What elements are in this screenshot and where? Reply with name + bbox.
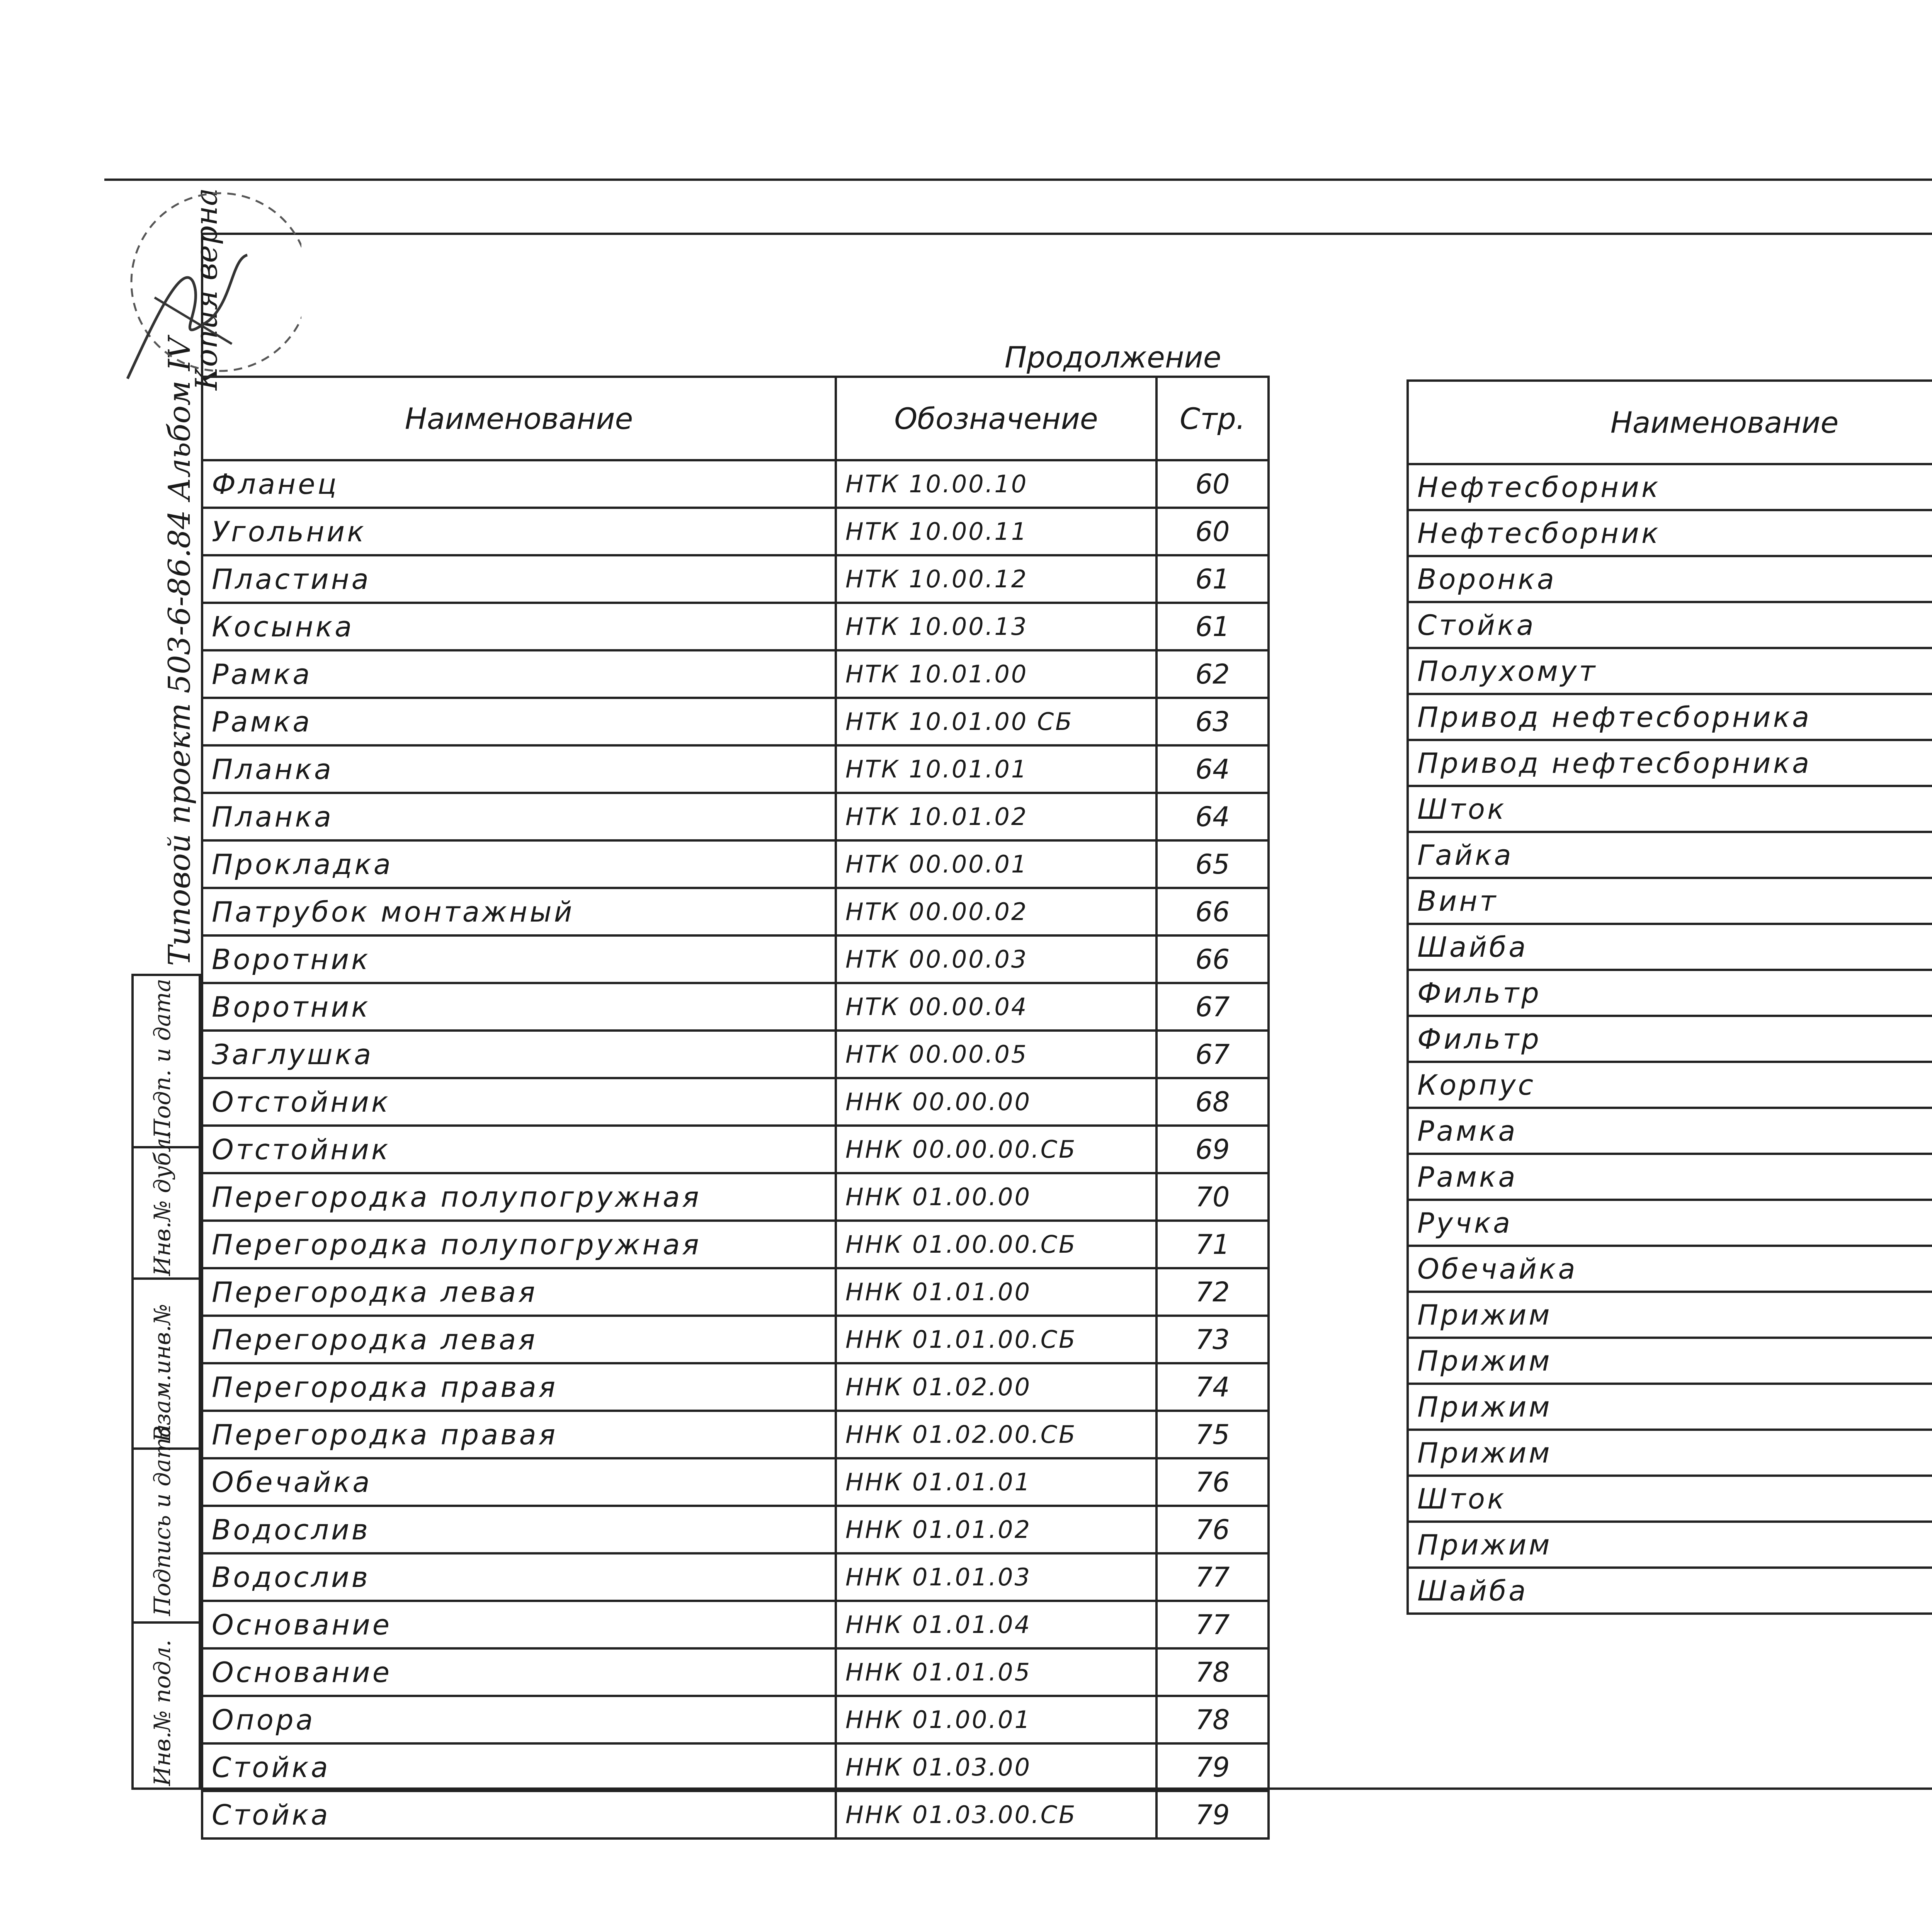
left-item-designation: НТК 10.00.11: [836, 508, 1156, 555]
left-row: [202, 1316, 1269, 1363]
right-spec-table: [1406, 379, 1932, 1615]
right-row: [1408, 1292, 1932, 1338]
left-row: [202, 1078, 1269, 1126]
left-item-page: 66: [1156, 888, 1269, 935]
right-item-name: Привод нефтесборника: [1408, 694, 1932, 740]
left-item-designation: НТК 10.00.10: [836, 460, 1156, 508]
left-row: [202, 555, 1269, 603]
left-item-designation: ННК 01.01.02: [836, 1506, 1156, 1553]
left-row: [202, 983, 1269, 1031]
left-item-name: Планка: [202, 745, 836, 793]
left-item-page: 61: [1156, 603, 1269, 650]
left-row: [202, 1363, 1269, 1411]
left-header-page: Стр.: [1156, 377, 1269, 460]
left-item-page: 72: [1156, 1268, 1269, 1316]
right-item-name: Ручка: [1408, 1200, 1932, 1246]
left-item-designation: ННК 01.01.01: [836, 1458, 1156, 1506]
right-row: [1408, 1338, 1932, 1384]
right-item-name: Шайба: [1408, 924, 1932, 970]
left-row: [202, 1743, 1269, 1791]
left-item-name: Патрубок монтажный: [202, 888, 836, 935]
right-item-name: Рамка: [1408, 1154, 1932, 1200]
left-item-name: Опора: [202, 1696, 836, 1743]
left-item-name: Планка: [202, 793, 836, 840]
left-row: [202, 1126, 1269, 1173]
left-item-designation: ННК 01.03.00: [836, 1743, 1156, 1791]
side-cell-signature-date-label: Подпись и дата: [149, 1424, 175, 1616]
left-table-body: [202, 460, 1269, 1838]
left-item-page: 66: [1156, 935, 1269, 983]
right-table-body: [1408, 464, 1932, 1614]
side-copy-text: Копия верна: [189, 188, 224, 390]
left-item-designation: НТК 00.00.02: [836, 888, 1156, 935]
right-row: [1408, 694, 1932, 740]
left-row: [202, 508, 1269, 555]
right-item-name: Нефтесборник: [1408, 510, 1932, 556]
left-item-name: Обечайка: [202, 1458, 836, 1506]
right-item-name: Корпус: [1408, 1062, 1932, 1108]
right-item-name: Полухомут: [1408, 648, 1932, 694]
right-item-name: Прижим: [1408, 1384, 1932, 1430]
right-row: [1408, 878, 1932, 924]
left-row: [202, 1648, 1269, 1696]
side-cell-replaced-inv: [134, 1277, 199, 1447]
side-cell-sign-date-label: Подп. и дата: [149, 978, 175, 1138]
right-row: [1408, 786, 1932, 832]
left-item-designation: НТК 10.01.00 СБ: [836, 698, 1156, 745]
right-row: [1408, 1108, 1932, 1154]
left-item-name: Основание: [202, 1601, 836, 1648]
right-row: [1408, 464, 1932, 510]
left-item-name: Водослив: [202, 1506, 836, 1553]
left-item-name: Рамка: [202, 650, 836, 698]
left-item-name: Перегородка полупогружная: [202, 1221, 836, 1268]
left-item-name: Рамка: [202, 698, 836, 745]
left-row: [202, 840, 1269, 888]
left-item-name: Основание: [202, 1648, 836, 1696]
right-row: [1408, 1154, 1932, 1200]
left-item-page: 64: [1156, 745, 1269, 793]
continuation-label: Продолжение: [1005, 340, 1221, 374]
left-item-designation: ННК 01.00.00.СБ: [836, 1221, 1156, 1268]
left-item-designation: НТК 00.00.05: [836, 1031, 1156, 1078]
right-row: [1408, 1384, 1932, 1430]
side-cell-signature-date: [134, 1424, 199, 1621]
right-item-name: Шток: [1408, 1476, 1932, 1522]
right-item-name: Прижим: [1408, 1338, 1932, 1384]
left-item-designation: НТК 10.01.01: [836, 745, 1156, 793]
left-row: [202, 1696, 1269, 1743]
left-row: [202, 1553, 1269, 1601]
left-item-name: Стойка: [202, 1743, 836, 1791]
right-item-name: Рамка: [1408, 1108, 1932, 1154]
left-item-page: 61: [1156, 555, 1269, 603]
left-item-name: Перегородка левая: [202, 1316, 836, 1363]
right-row: [1408, 1200, 1932, 1246]
left-item-page: 67: [1156, 983, 1269, 1031]
right-item-name: Гайка: [1408, 832, 1932, 878]
side-cell-original-inv-label: Инв.№ подл.: [149, 1639, 175, 1786]
inner-top-frame-line: [201, 233, 1932, 235]
left-item-name: Угольник: [202, 508, 836, 555]
signature-mark: [93, 182, 301, 398]
left-row: [202, 1031, 1269, 1078]
left-row: [202, 1268, 1269, 1316]
side-cell-sign-date: [134, 976, 199, 1146]
left-item-page: 76: [1156, 1506, 1269, 1553]
right-item-name: Нефтесборник: [1408, 464, 1932, 510]
left-item-designation: ННК 00.00.00: [836, 1078, 1156, 1126]
right-row: [1408, 1522, 1932, 1568]
left-item-name: Перегородка правая: [202, 1411, 836, 1458]
right-item-name: Стойка: [1408, 602, 1932, 648]
left-row: [202, 698, 1269, 745]
left-item-name: Перегородка полупогружная: [202, 1173, 836, 1221]
left-item-page: 62: [1156, 650, 1269, 698]
left-row: [202, 1791, 1269, 1838]
side-cell-original-inv: [134, 1621, 199, 1792]
left-item-name: Перегородка правая: [202, 1363, 836, 1411]
left-item-page: 77: [1156, 1601, 1269, 1648]
right-item-name: Шток: [1408, 786, 1932, 832]
left-row: [202, 650, 1269, 698]
left-item-name: Заглушка: [202, 1031, 836, 1078]
left-item-designation: ННК 01.01.04: [836, 1601, 1156, 1648]
left-item-designation: НТК 10.01.02: [836, 793, 1156, 840]
left-item-name: Фланец: [202, 460, 836, 508]
side-cell-duplicate-inv: [134, 1131, 199, 1277]
left-item-page: 74: [1156, 1363, 1269, 1411]
left-item-page: 79: [1156, 1791, 1269, 1838]
left-item-name: Воротник: [202, 983, 836, 1031]
left-row: [202, 745, 1269, 793]
left-item-page: 64: [1156, 793, 1269, 840]
right-row: [1408, 832, 1932, 878]
left-item-designation: ННК 01.02.00: [836, 1363, 1156, 1411]
side-project-text: Типовой проект 503-6-86.84 Альбом IV: [162, 337, 197, 966]
left-item-designation: ННК 00.00.00.СБ: [836, 1126, 1156, 1173]
right-row: [1408, 1430, 1932, 1476]
left-item-designation: ННК 01.00.01: [836, 1696, 1156, 1743]
left-row: [202, 1458, 1269, 1506]
left-item-page: 76: [1156, 1458, 1269, 1506]
left-row: [202, 793, 1269, 840]
right-item-name: Привод нефтесборника: [1408, 740, 1932, 786]
left-header-name: Наименование: [202, 377, 836, 460]
right-row: [1408, 924, 1932, 970]
left-item-name: Пластина: [202, 555, 836, 603]
left-item-page: 73: [1156, 1316, 1269, 1363]
left-row: [202, 1411, 1269, 1458]
left-item-page: 75: [1156, 1411, 1269, 1458]
left-item-name: Косынка: [202, 603, 836, 650]
left-row: [202, 460, 1269, 508]
right-row: [1408, 1062, 1932, 1108]
left-row: [202, 1506, 1269, 1553]
right-item-name: Прижим: [1408, 1430, 1932, 1476]
side-cell-duplicate-inv-label: Инв.№ дубл.: [149, 1131, 175, 1276]
right-row: [1408, 1568, 1932, 1614]
right-row: [1408, 1246, 1932, 1292]
left-row: [202, 1601, 1269, 1648]
left-item-designation: НТК 10.00.13: [836, 603, 1156, 650]
left-item-page: 70: [1156, 1173, 1269, 1221]
left-item-page: 68: [1156, 1078, 1269, 1126]
left-item-name: Воротник: [202, 935, 836, 983]
right-item-name: Обечайка: [1408, 1246, 1932, 1292]
left-item-page: 78: [1156, 1696, 1269, 1743]
left-item-designation: ННК 01.01.00.СБ: [836, 1316, 1156, 1363]
left-item-page: 63: [1156, 698, 1269, 745]
right-row: [1408, 1476, 1932, 1522]
right-row: [1408, 1016, 1932, 1062]
left-item-designation: НТК 10.01.00: [836, 650, 1156, 698]
left-spec-table: [201, 376, 1270, 1840]
top-frame-line: [104, 179, 1932, 181]
right-item-name: Фильтр: [1408, 970, 1932, 1016]
left-item-designation: НТК 00.00.04: [836, 983, 1156, 1031]
left-item-designation: НТК 00.00.01: [836, 840, 1156, 888]
right-item-name: Фильтр: [1408, 1016, 1932, 1062]
right-row: [1408, 602, 1932, 648]
right-header-name: Наименование: [1408, 381, 1932, 464]
left-item-page: 69: [1156, 1126, 1269, 1173]
left-item-page: 78: [1156, 1648, 1269, 1696]
left-header-designation: Обозначение: [836, 377, 1156, 460]
left-row: [202, 935, 1269, 983]
left-item-name: Отстойник: [202, 1126, 836, 1173]
left-item-page: 71: [1156, 1221, 1269, 1268]
left-row: [202, 1173, 1269, 1221]
side-stamp-column: [131, 974, 201, 1790]
left-item-designation: ННК 01.01.03: [836, 1553, 1156, 1601]
left-row: [202, 1221, 1269, 1268]
right-row: [1408, 510, 1932, 556]
left-item-designation: НТК 00.00.03: [836, 935, 1156, 983]
left-item-name: Водослив: [202, 1553, 836, 1601]
left-item-name: Перегородка левая: [202, 1268, 836, 1316]
right-row: [1408, 556, 1932, 602]
left-item-name: Стойка: [202, 1791, 836, 1838]
right-item-name: Шайба: [1408, 1568, 1932, 1614]
left-item-designation: ННК 01.01.05: [836, 1648, 1156, 1696]
left-item-designation: ННК 01.03.00.СБ: [836, 1791, 1156, 1838]
right-item-name: Прижим: [1408, 1522, 1932, 1568]
left-item-designation: НТК 10.00.12: [836, 555, 1156, 603]
left-item-name: Отстойник: [202, 1078, 836, 1126]
side-cell-replaced-inv-label: Взам.инв.№: [149, 1304, 175, 1442]
left-item-page: 79: [1156, 1743, 1269, 1791]
left-row: [202, 603, 1269, 650]
left-item-designation: ННК 01.02.00.СБ: [836, 1411, 1156, 1458]
right-item-name: Воронка: [1408, 556, 1932, 602]
right-item-name: Прижим: [1408, 1292, 1932, 1338]
left-item-name: Прокладка: [202, 840, 836, 888]
left-item-page: 65: [1156, 840, 1269, 888]
left-item-page: 60: [1156, 508, 1269, 555]
left-item-designation: ННК 01.00.00: [836, 1173, 1156, 1221]
left-row: [202, 888, 1269, 935]
right-row: [1408, 740, 1932, 786]
left-item-page: 67: [1156, 1031, 1269, 1078]
left-item-designation: ННК 01.01.00: [836, 1268, 1156, 1316]
right-row: [1408, 648, 1932, 694]
left-item-page: 60: [1156, 460, 1269, 508]
right-item-name: Винт: [1408, 878, 1932, 924]
right-row: [1408, 970, 1932, 1016]
left-item-page: 77: [1156, 1553, 1269, 1601]
